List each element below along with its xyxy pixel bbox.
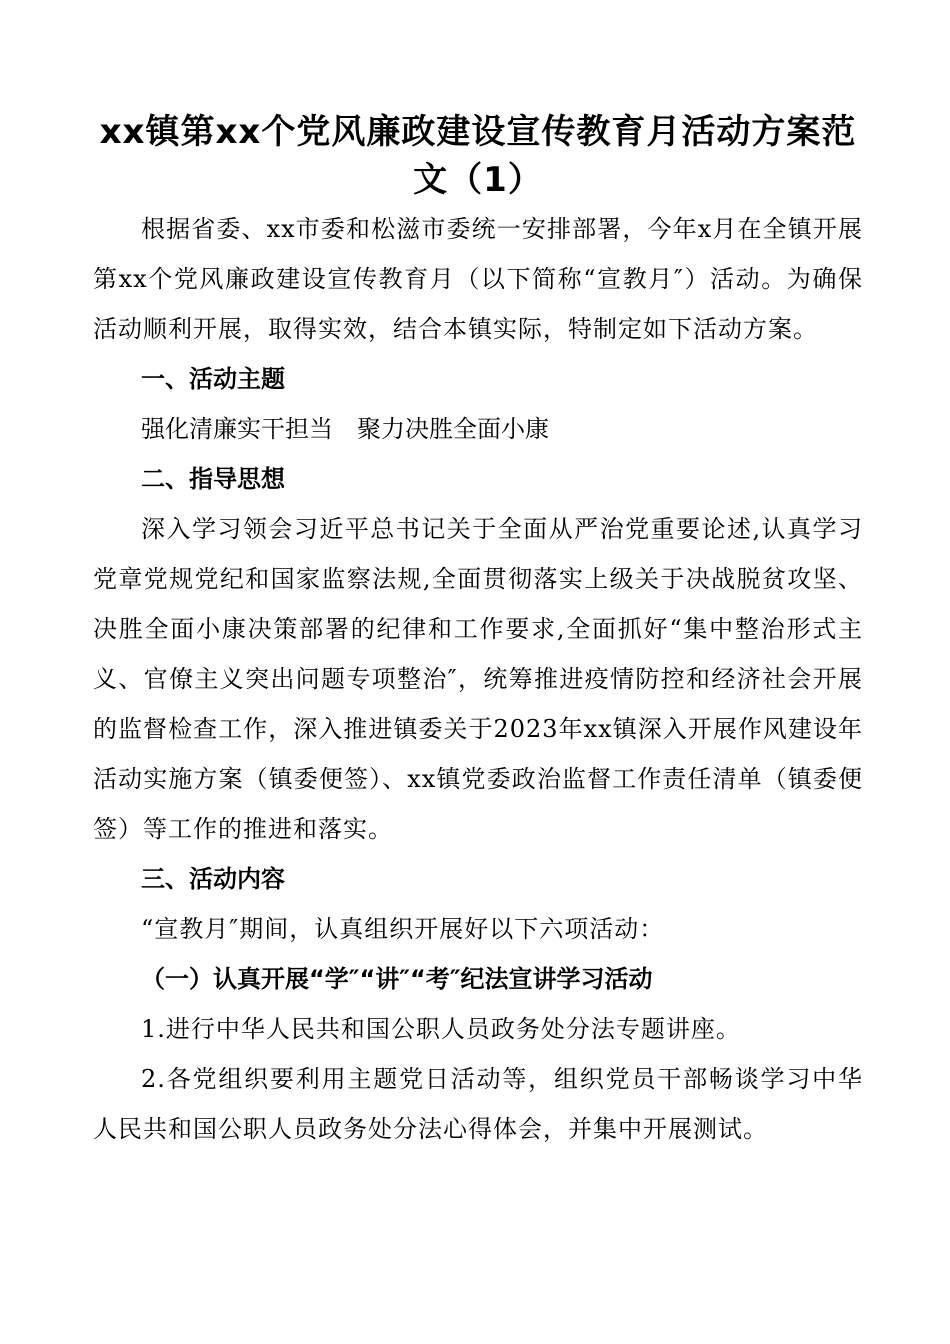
list-item: 1.进行中华人民共和国公职人员政务处分法专题讲座。 [141,1015,741,1043]
intro-paragraph: 根据省委、xx市委和松滋市委统一安排部署，今年x月在全镇开展第xx个党风廉政建设宣传教育月（以下简称“宣教月″）活动。为确保活动顺利开展，取得实效，结合本镇实际，特制定如下活动方案。 [93,215,863,343]
section-heading-theme: 一、活动主题 [141,365,285,393]
document-page [93,108,863,1154]
theme-text: 强化清廉实干担当 聚力决胜全面小康 [141,415,549,443]
list-item: 2.各党组织要利用主题党日活动等，组织党员干部畅谈学习中华人民共和国公职人员政务处分法心得体会，并集中开展测试。 [93,1065,863,1143]
subsection-heading-study: （一）认真开展“学″“讲″“考″纪法宣讲学习活动 [141,965,653,993]
section-heading-guiding-thought: 二、指导思想 [141,465,285,493]
section-heading-activity-content: 三、活动内容 [141,865,285,893]
guiding-thought-paragraph: 深入学习领会习近平总书记关于全面从严治党重要论述,认真学习党章党规党纪和国家监察法规,全面贯彻落实上级关于决战脱贫攻坚、决胜全面小康决策部署的纪律和工作要求,全面抓好“集中整治形式主义、官僚主义突出问题专项整治″，统筹推进疫情防控和经济社会开展的监督检查工作，深入推进镇委关于2023年xx镇深入开展作风建设年活动实施方案（镇委便签）、xx镇党委政治监督工作责任清单（镇委便签）等工作的推进和落实。 [93,515,863,843]
document-title: xx镇第xx个党风廉政建设宣传教育月活动方案范文（1） [99,112,857,200]
activity-content-paragraph: “宣教月″期间，认真组织开展好以下六项活动： [141,915,665,943]
